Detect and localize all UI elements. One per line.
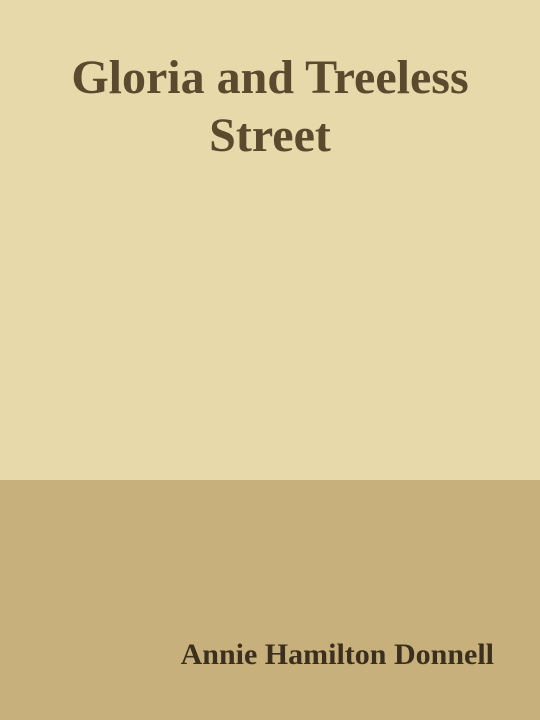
book-title: Gloria and Treeless Street bbox=[71, 51, 469, 162]
cover-author-panel bbox=[0, 480, 540, 720]
book-author: Annie Hamilton Donnell bbox=[180, 638, 494, 671]
